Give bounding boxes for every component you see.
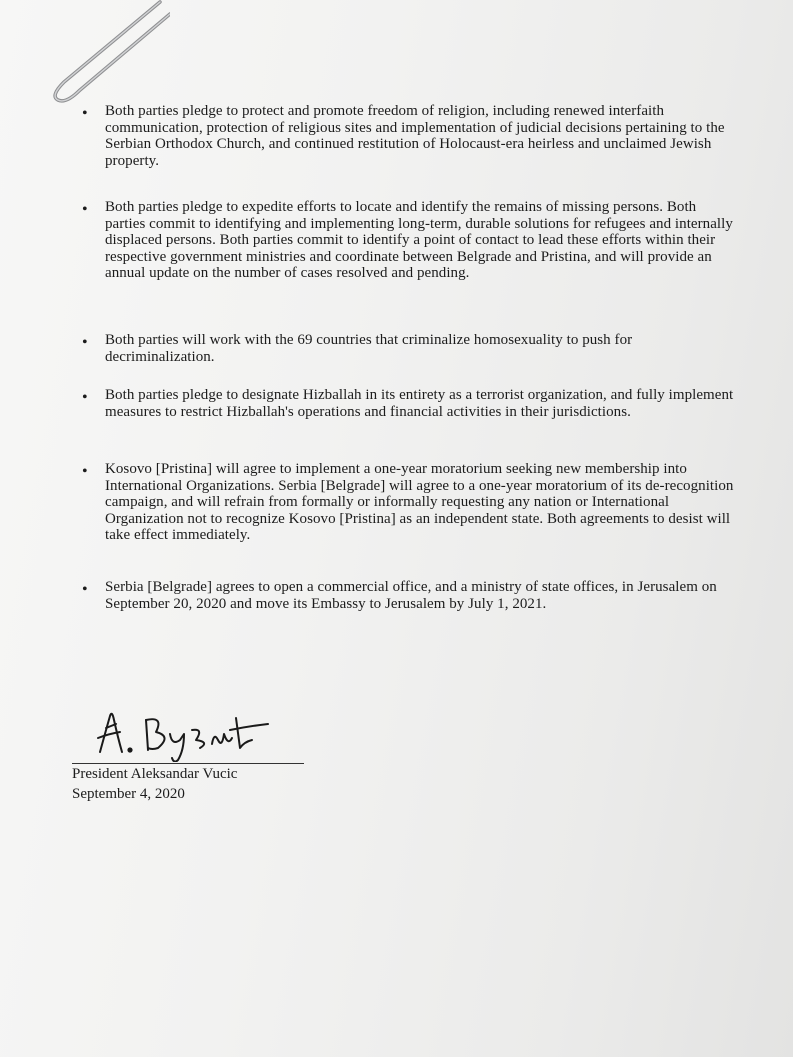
bullet-point: •	[82, 334, 88, 351]
bullet-text: Both parties pledge to expedite efforts to locate and identify the remains of missing persons. Both parties commit to identifying and implementing long-term, durable solutions for refugees and internally displaced persons. Both parties commit to identify a point of contact to lead these efforts within their respective government ministries and coordinate between Belgrade and Pristina, and will provide an annual update on the number of cases resolved and pending.	[105, 199, 733, 282]
list-item	[78, 579, 738, 612]
signature-block	[72, 690, 322, 802]
signatory-name: President Aleksandar Vucic	[72, 766, 238, 782]
bullet-text: Serbia [Belgrade] agrees to open a commercial office, and a ministry of state offices, in Jerusalem on September 20, 2020 and move its Embassy to Jerusalem by July 1, 2021.	[105, 579, 717, 612]
signature-line	[72, 763, 304, 764]
bullet-text: Kosovo [Pristina] will agree to implement a one-year moratorium seeking new membership into International Organizations. Serbia [Belgrade] will agree to a one-year moratorium of its de-recognition campaign, and will refrain from formally or informally requesting any nation or International Organization not to recognize Kosovo [Pristina] as an independent state. Both agreements to desist will take effect immediately.	[105, 461, 734, 544]
bullet-point: •	[82, 105, 88, 122]
bullet-text: Both parties pledge to designate Hizballah in its entirety as a terrorist organization, and fully implement measures to restrict Hizballah's operations and financial activities in their jurisdictions.	[105, 387, 734, 420]
list-item	[78, 461, 738, 544]
bullet-text: Both parties will work with the 69 countries that criminalize homosexuality to push for decriminalization.	[105, 332, 633, 365]
bullet-text: Both parties pledge to protect and promote freedom of religion, including renewed interfaith communication, protection of religious sites and implementation of judicial decisions pertaining to the Serbian Orthodox Church, and continued restitution of Holocaust-era heirless and unclaimed Jewish property.	[105, 103, 725, 169]
bullet-point: •	[82, 201, 88, 218]
bullet-point: •	[82, 581, 88, 598]
bullet-point: •	[82, 463, 88, 480]
list-item	[78, 332, 738, 365]
list-item	[78, 199, 738, 282]
paperclip-icon	[20, 0, 170, 110]
list-item	[78, 103, 738, 169]
handwritten-signature	[72, 690, 282, 762]
signature-date: September 4, 2020	[72, 786, 185, 802]
bullet-point: •	[82, 389, 88, 406]
list-item	[78, 387, 738, 420]
